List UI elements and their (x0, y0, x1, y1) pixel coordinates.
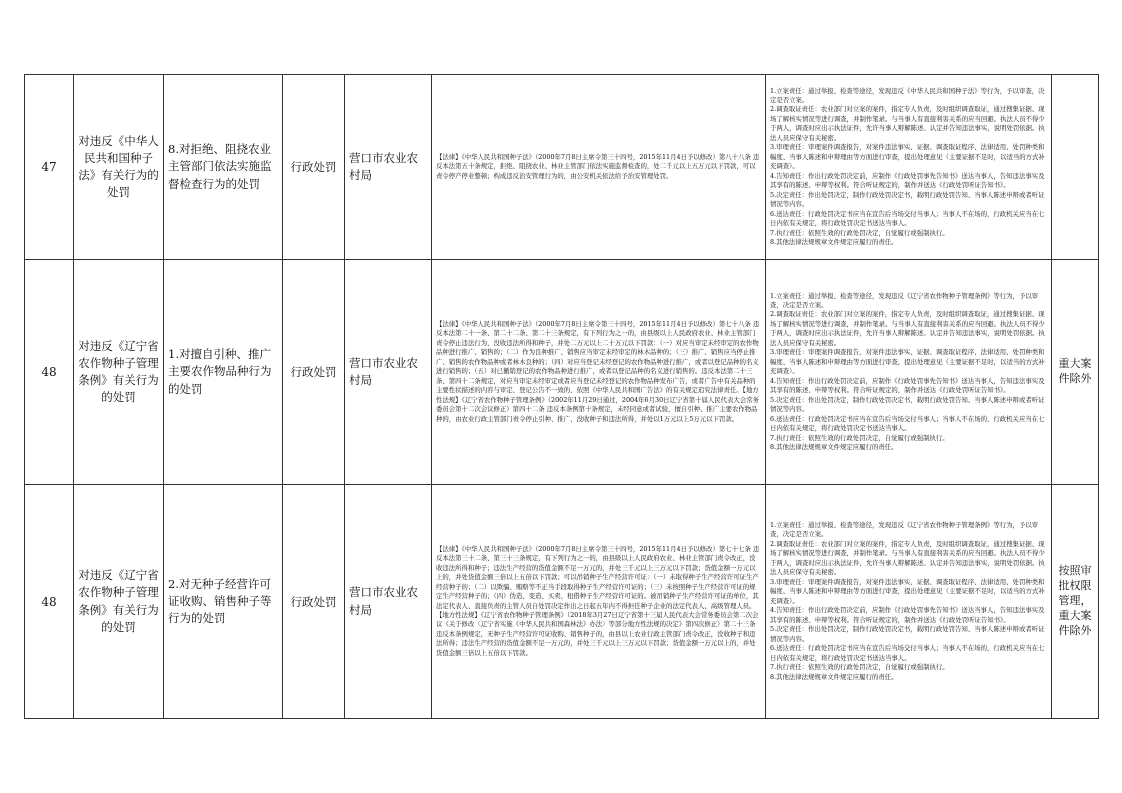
implementing-body: 营口市农业农村局 (345, 75, 432, 260)
duty-line: 4.告知责任：作出行政处罚决定前，应制作《行政处罚事先告知书》送达当事人，告知违法事实及其享有的陈述、申辩等权利。符合听证规定的，制作并送达《行政处罚听证告知书》。 (770, 376, 1045, 395)
duty-line: 5.决定责任：作出处罚决定，制作行政处罚决定书，载明行政处罚告知、当事人陈述申辩或者听证情况等内容。 (770, 395, 1045, 414)
duty-line: 4.告知责任：作出行政处罚决定前，应制作《行政处罚事先告知书》送达当事人，告知违法事实及其享有的陈述、申辩等权利。符合听证规定的，制作并送达《行政处罚听证告知书》。 (770, 606, 1045, 624)
responsibility-list (766, 260, 1052, 485)
duty-line: 6.送达责任：行政处罚决定书应当在宣告后当场交付当事人；当事人不在场的，行政机关应当在七日内依有关规定，将行政处罚决定书送达当事人。 (770, 414, 1045, 433)
row-number: 47 (25, 75, 74, 260)
row-number: 48 (25, 485, 74, 719)
remark (1052, 75, 1099, 260)
responsibility-list (766, 75, 1052, 260)
power-type: 行政处罚 (283, 485, 345, 719)
sub-item-name: 1.对擅自引种、推广主要农作物品种行为的处罚 (164, 260, 283, 485)
duty-line: 7.执行责任：依照生效的行政处罚决定，自觉履行或强制执行。 (770, 663, 949, 672)
power-type: 行政处罚 (283, 75, 345, 260)
duty-line: 3.审理责任：审理案件调查报告，对案件违法事实、证据、调查取证程序、法律适用、处罚种类和幅度、当事人陈述和申辩理由等方面进行审查，提出处理意见（主要证据不足时，以适当的方式补充调查）。 (770, 348, 1045, 376)
legal-basis: 【法律】《中华人民共和国种子法》（2000年7月8日主席令第三十四号，2015年11月4日予以修改）第七十八条 违反本法第二十一条、第二十二条、第二十三条规定，有下列行为之一的，由县级以上人民政府农业、林业主管部门责令停止违法行为，没收违法所得和种子，并处二万元以上二十万元以下罚款：（一）对应当审定未经审定的农作物品种进行推广、销售的；（二）作为良种推广、销售应当审定未经审定的林木品种的；（三）推广、销售应当停止推广、销售的农作物品种或者林木良种的；（四）对应当登记未经登记的农作物品种进行推广，或者以登记品种的名义进行销售的；（五）对已撤销登记的农作物品种进行推广，或者以登记品种的名义进行销售的。违反本法第二十三条、第四十二条规定，对应当审定未经审定或者应当登记未经登记的农作物品种发布广告，或者广告中有关品种的主要性状描述的内容与审定、登记公告不一致的，依照《中华人民共和国广告法》的有关规定追究法律责任。【地方性法规】《辽宁省农作物种子管理条例》（2002年11月29日通过，2004年6月30日辽宁省第十届人民代表大会常务委员会第十二次会议修正）第四十二条 违反本条例第十条规定，未经同意或者试验，擅自引种、推广主要农作物品种的，由农业行政主管部门责令停止引种、推广，没收种子和违法所得，并处以1万元以上5万元以下罚款。 (432, 260, 766, 485)
duty-line: 5.决定责任：作出处罚决定，制作行政处罚决定书，载明行政处罚告知、当事人陈述申辩或者听证情况等内容。 (770, 625, 1045, 643)
duty-line: 5.决定责任：作出处罚决定，制作行政处罚决定书，载明行政处罚告知、当事人陈述申辩或者听证情况等内容。 (770, 190, 1045, 209)
implementing-body: 营口市农业农村局 (345, 260, 432, 485)
duty-line: 4.告知责任：作出行政处罚决定前，应制作《行政处罚事先告知书》送达当事人，告知违法事实及其享有的陈述、申辩等权利。符合听证规定的，制作并送达《行政处罚听证告知书》。 (770, 171, 1045, 190)
legal-basis: 【法律】《中华人民共和国种子法》（2000年7月8日主席令第三十四号，2015年11月4日予以修改）第七十七条 违反本法第三十二条、第三十三条规定，有下列行为之一的，由县级以上人民政府农业、林业主管部门责令改正，没收违法所得和种子；违法生产经营的货值金额不足一万元的，并处三千元以上三万元以下罚款；货值金额一万元以上的，并处货值金额三倍以上五倍以下罚款；可以吊销种子生产经营许可证：（一）未取得种子生产经营许可证生产经营种子的；（二）以欺骗、贿赂等不正当手段取得种子生产经营许可证的；（三）未按照种子生产经营许可证的规定生产经营种子的；（四）伪造、变造、买卖、租借种子生产经营许可证的。被吊销种子生产经营许可证的单位，其法定代表人、直接负责的主管人员自处罚决定作出之日起五年内不得担任种子企业的法定代表人、高级管理人员。【地方性法规】《辽宁省农作物种子管理条例》（2018年3月27日辽宁省第十三届人民代表大会常务委员会第二次会议《关于修改〈辽宁省实施《中华人民共和国森林法》办法〉等部分地方性法规的决定》第四次修正）第二十三条 违反本条例规定，无种子生产经营许可证收购、销售种子的，由县以上农业行政主管部门责令改正，没收种子和违法所得；违法生产经营的货值金额不足一万元的，并处三千元以上三万元以下罚款；货值金额一万元以上的，并处货值金额三倍以上五倍以下罚款。 (432, 485, 766, 719)
item-name: 对违反《辽宁省农作物种子管理条例》有关行为的处罚 (74, 485, 164, 719)
power-list-table (24, 74, 1099, 719)
table-row (25, 260, 1099, 485)
sub-item-name: 8.对拒绝、阻挠农业主管部门依法实施监督检查行为的处罚 (164, 75, 283, 260)
duty-line: 6.送达责任：行政处罚决定书应当在宣告后当场交付当事人；当事人不在场的，行政机关应当在七日内依有关规定，将行政处罚决定书送达当事人。 (770, 209, 1045, 228)
duty-line: 1.立案责任：通过举报、检查等途径，发现违反《辽宁省农作物种子管理条例》等行为，予以审查，决定是否立案。 (770, 521, 1039, 539)
duty-line: 3.审理责任：审理案件调查报告，对案件违法事实、证据、调查取证程序、法律适用、处罚种类和幅度、当事人陈述和申辩理由等方面进行审查，提出处理意见（主要证据不足时，以适当的方式补充调查）。 (770, 143, 1045, 171)
remark: 重大案件除外 (1052, 260, 1099, 485)
duty-line: 2.调查取证责任：农业部门对立案的案件，指定专人负责，及时组织调查取证，通过搜集证据、现场了解核实情况等进行调查，并制作笔录。与当事人有直接利害关系的应当回避。执法人员不得少于两人，调查时应出示执法证件，允许当事人辩解陈述。认定并告知违法事实，说明处罚依据。执法人员应保守有关秘密。 (770, 310, 1045, 347)
row-number: 48 (25, 260, 74, 485)
item-name: 对违反《中华人民共和国种子法》有关行为的处罚 (74, 75, 164, 260)
duty-line: 1.立案责任：通过举报、检查等途径，发现违反《辽宁省农作物种子管理条例》等行为，予以审查，决定是否立案。 (770, 291, 1039, 309)
remark: 按照审批权限管理，重大案件除外 (1052, 485, 1099, 719)
duty-line: 2.调查取证责任：农业部门对立案的案件，指定专人负责，及时组织调查取证，通过搜集证据、现场了解核实情况等进行调查，并制作笔录。与当事人有直接利害关系的应当回避。执法人员不得少于两人，调查时应出示执法证件，允许当事人辩解陈述。认定并告知违法事实，说明处罚依据。执法人员应保守有关秘密。 (770, 105, 1045, 142)
duty-line: 1.立案责任：通过举报、检查等途径，发现违反《中华人民共和国种子法》等行为，予以审查，决定是否立案。 (770, 86, 1045, 104)
table-row (25, 75, 1099, 260)
sub-item-name: 2.对无种子经营许可证收购、销售种子等行为的处罚 (164, 485, 283, 719)
responsibility-list (766, 485, 1052, 719)
implementing-body: 营口市农业农村局 (345, 485, 432, 719)
duty-line: 8.其他法律法规规章文件规定应履行的责任。 (770, 672, 898, 681)
duty-line: 8.其他法律法规规章文件规定应履行的责任。 (770, 238, 898, 247)
legal-basis: 【法律】《中华人民共和国种子法》（2000年7月8日主席令第三十四号，2015年11月4日予以修改）第八十八条 违反本法第五十条规定，拒绝、阻挠农业、林业主管部门依法实施监督检查的，处二千元以上五万元以下罚款，可以责令停产停业整顿；构成违反治安管理行为的，由公安机关依法给予治安管理处罚。 (432, 75, 766, 260)
power-type: 行政处罚 (283, 260, 345, 485)
duty-line: 6.送达责任：行政处罚决定书应当在宣告后当场交付当事人；当事人不在场的，行政机关应当在七日内依有关规定，将行政处罚决定书送达当事人。 (770, 644, 1045, 662)
duty-line: 3.审理责任：审理案件调查报告，对案件违法事实、证据、调查取证程序、法律适用、处罚种类和幅度、当事人陈述和申辩理由等方面进行审查，提出处理意见（主要证据不足时，以适当的方式补充调查）。 (770, 577, 1045, 605)
table-row (25, 485, 1099, 719)
duty-line: 7.执行责任：依照生效的行政处罚决定，自觉履行或强制执行。 (770, 433, 949, 442)
item-name: 对违反《辽宁省农作物种子管理条例》有关行为的处罚 (74, 260, 164, 485)
duty-line: 2.调查取证责任：农业部门对立案的案件，指定专人负责，及时组织调查取证，通过搜集证据、现场了解核实情况等进行调查，并制作笔录。与当事人有直接利害关系的应当回避。执法人员不得少于两人，调查时应出示执法证件，允许当事人辩解陈述。认定并告知违法事实，说明处罚依据。执法人员应保守有关秘密。 (770, 539, 1045, 577)
duty-line: 8.其他法律法规规章文件规定应履行的责任。 (770, 443, 898, 452)
duty-line: 7.执行责任：依照生效的行政处罚决定，自觉履行或强制执行。 (770, 228, 949, 237)
